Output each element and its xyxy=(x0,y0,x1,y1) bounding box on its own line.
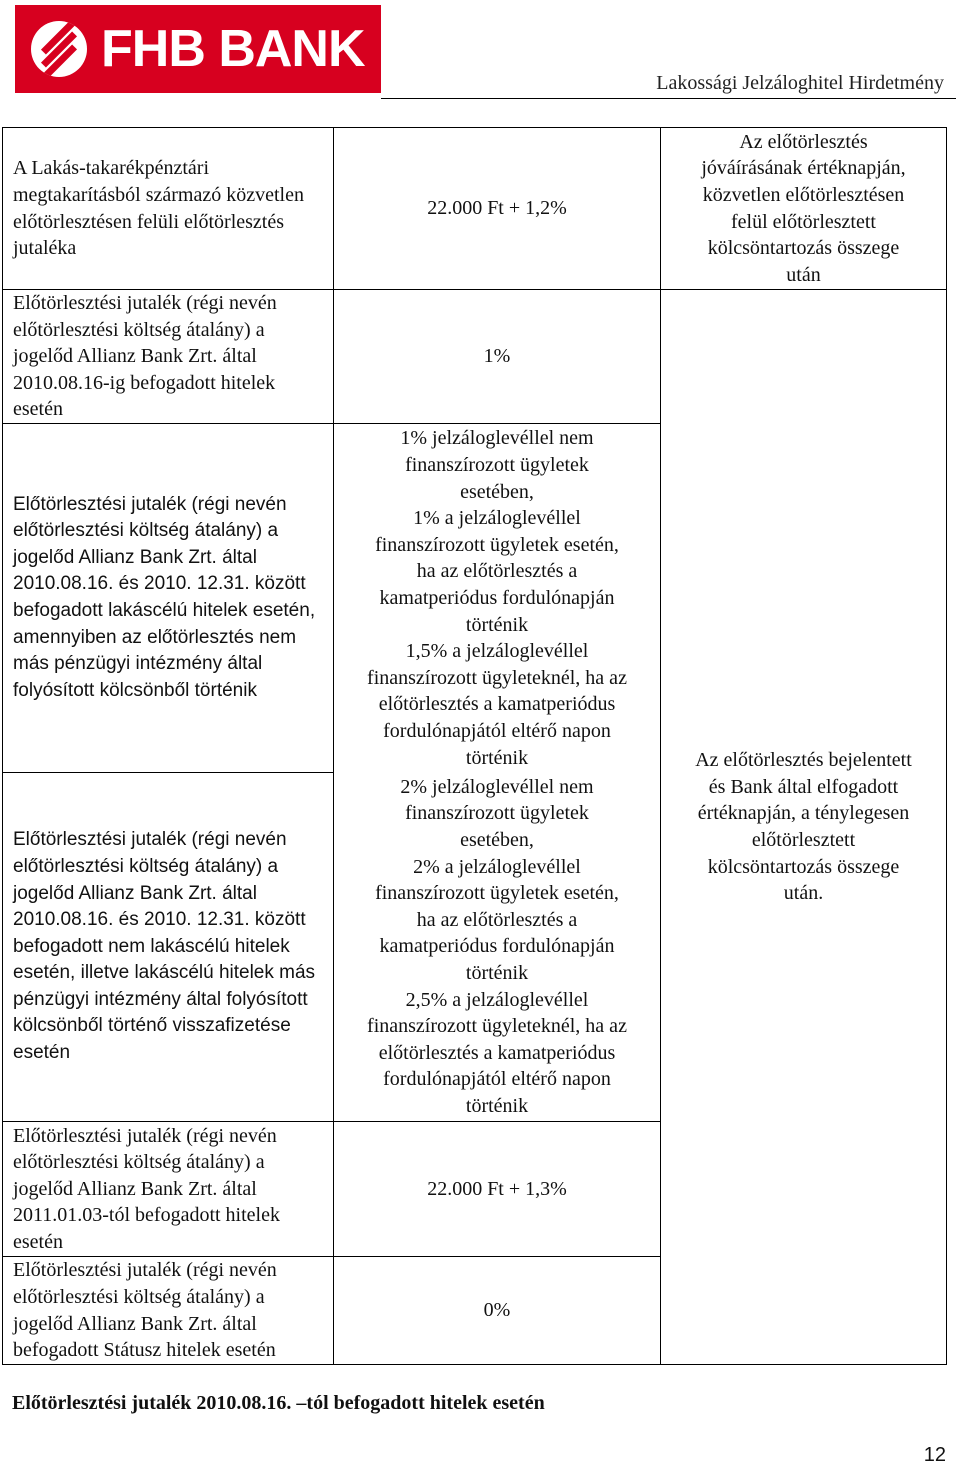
row-value: 22.000 Ft + 1,3% xyxy=(334,1122,661,1257)
row-value: 22.000 Ft + 1,2% xyxy=(334,128,661,290)
header-divider xyxy=(381,98,956,99)
page-number: 12 xyxy=(923,1444,946,1466)
table-row xyxy=(3,128,947,290)
document-title: Lakossági Jelzáloghitel Hirdetmény xyxy=(656,72,944,94)
row-label: Előtörlesztési jutalék (régi nevén előtörlesztési költség átalány) a jogelőd Allianz Bank Zrt. által 2010.08.16. és 2010. 12.31. között befogadott nem lakáscélú hitelek esetén, illetve lakáscélú hitelek más pénzügyi intézmény által folyósított kölcsönből történő visszafizetése esetén xyxy=(3,773,334,1122)
row-label: A Lakás-takarékpénztári megtakarításból származó közvetlen előtörlesztésen felüli előtörlesztés jutaléka xyxy=(3,128,334,290)
row-label: Előtörlesztési jutalék (régi nevén előtörlesztési költség átalány) a jogelőd Allianz Bank Zrt. által 2010.08.16-ig befogadott hitelek esetén xyxy=(3,290,334,424)
fhb-bank-logo xyxy=(15,5,381,93)
table-row xyxy=(3,290,947,424)
row-label: Előtörlesztési jutalék (régi nevén előtörlesztési költség átalány) a jogelőd Allianz Bank Zrt. által 2010.08.16. és 2010. 12.31. között befogadott lakáscélú hitelek esetén, amennyiben az előtörlesztés nem más pénzügyi intézmény által folyósított kölcsönből történik xyxy=(3,424,334,773)
row-value: 2% jelzáloglevéllel nem finanszírozott ügyletek esetében, 2% a jelzáloglevéllel finanszírozott ügyletek esetén, ha az előtörlesztés a kamatperiódus fordulónapján történik 2,5% a jelzáloglevéllel finanszírozott ügyleteknél, ha az előtörlesztés a kamatperiódus fordulónapjától eltérő napon történik xyxy=(334,773,661,1122)
logo-mark-icon xyxy=(31,21,87,77)
logo-text: FHB BANK xyxy=(101,20,365,78)
row-label: Előtörlesztési jutalék (régi nevén előtörlesztési költség átalány) a jogelőd Allianz Bank Zrt. által 2011.01.03-tól befogadott hitelek esetén xyxy=(3,1122,334,1257)
merged-note: Az előtörlesztés bejelentett és Bank által elfogadott értéknapján, a ténylegesen előtörlesztett kölcsöntartozás összege után. xyxy=(661,290,947,1365)
row-value: 1% xyxy=(334,290,661,424)
row-label: Előtörlesztési jutalék (régi nevén előtörlesztési költség átalány) a jogelőd Allianz Bank Zrt. által befogadott Státusz hitelek esetén xyxy=(3,1257,334,1365)
row-value: 1% jelzáloglevéllel nem finanszírozott ügyletek esetében, 1% a jelzáloglevéllel finanszírozott ügyletek esetén, ha az előtörlesztés a kamatperiódus fordulónapján történik 1,5% a jelzáloglevéllel finanszírozott ügyleteknél, ha az előtörlesztés a kamatperiódus fordulónapjától eltérő napon történik xyxy=(334,424,661,773)
prepayment-fee-table xyxy=(2,127,947,1365)
row-value: 0% xyxy=(334,1257,661,1365)
row-note: Az előtörlesztés jóváírásának értéknapján, közvetlen előtörlesztésen felül előtörlesztett kölcsöntartozás összege után xyxy=(661,128,947,290)
section-heading: Előtörlesztési jutalék 2010.08.16. –tól befogadott hitelek esetén xyxy=(12,1392,545,1414)
